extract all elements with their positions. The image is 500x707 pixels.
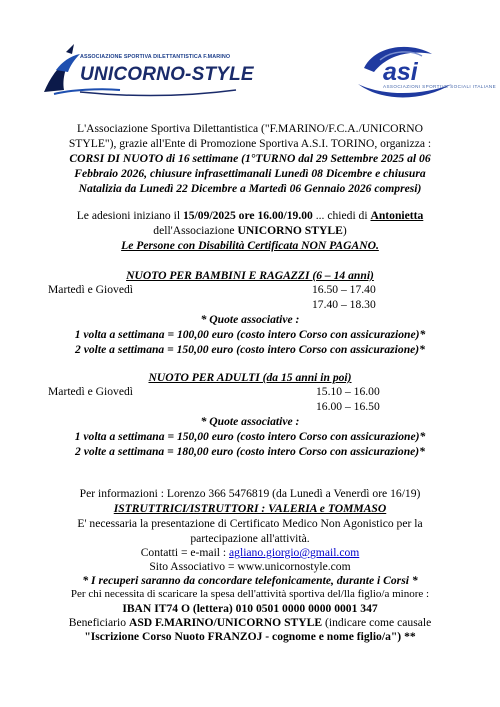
tax-deduction-line: Per chi necessita di scaricare la spesa dell'attività sportiva del/lla figlio/a minore :	[70, 588, 430, 600]
intro-course-line-3: Natalizia da Lunedì 22 Dicembre a Martedì 06 Gennaio 2026 compresi)	[78, 182, 422, 195]
intro-course-line-1: CORSI DI NUOTO di 16 settimane (1°TURNO dal 29 Settembre 2025 al 06	[69, 152, 431, 165]
beneficiary-suffix: (indicare come causale	[322, 616, 432, 629]
signup-line-1	[20, 208, 480, 223]
adults-days: Martedì e Giovedì	[48, 385, 133, 398]
medical-cert-line-2: partecipazione all'attività.	[190, 532, 310, 545]
kids-days: Martedì e Giovedì	[48, 283, 133, 296]
signup-prefix: Le adesioni iniziano il	[76, 209, 183, 222]
signup-line2-suffix: )	[342, 224, 347, 237]
signup-middle: ... chiedi di	[312, 209, 371, 222]
club-logo-subtitle: ASSOCIAZIONE SPORTIVA DILETTANTISTICA F.MARINO	[80, 54, 231, 60]
disability-notice: Le Persone con Disabilità Certificata NON PAGANO.	[121, 239, 379, 252]
kids-time-2: 17.40 – 18.30	[312, 298, 376, 311]
adults-section-title: NUOTO PER ADULTI (da 15 anni in poi)	[148, 371, 352, 384]
kids-section-title: NUOTO PER BAMBINI E RAGAZZI (6 – 14 anni)	[126, 269, 374, 282]
adults-time-1: 15.10 – 16.00	[316, 385, 380, 398]
intro-line-1: L'Associazione Sportiva Dilettantistica ("F.MARINO/F.C.A./UNICORNO	[77, 122, 423, 135]
beneficiary-name: ASD F.MARINO/UNICORNO STYLE	[128, 616, 323, 629]
signup-line-2	[20, 223, 480, 238]
info-phone-line: Per informazioni : Lorenzo 366 5476819 (da Lunedì a Venerdì ore 16/19)	[79, 487, 421, 500]
intro-course-line-2: Febbraio 2026, chiusure infrasettimanali Lunedì 08 Dicembre e chiusura	[74, 167, 426, 180]
signup-date-time: 15/09/2025 ore 16.00/19.00	[182, 209, 313, 222]
kids-fees-title: * Quote associative :	[200, 313, 300, 326]
contacts-line	[20, 545, 480, 560]
asi-logo-subtitle: ASSOCIAZIONI SPORTIVE SOCIALI ITALIANE	[383, 84, 497, 89]
instructors-line: ISTRUTTRICI/ISTRUTTORI : VALERIA e TOMMASO	[113, 502, 387, 515]
adults-fee-1: 1 volta a settimana = 150,00 euro (costo intero Corso con assicurazione)*	[74, 430, 426, 443]
beneficiary-prefix: Beneficiario	[68, 616, 129, 629]
adults-fee-2: 2 volte a settimana = 180,00 euro (costo intero Corso con assicurazione)*	[75, 445, 425, 458]
medical-cert-line-1: E' necessaria la presentazione di Certificato Medico Non Agonistico per la	[77, 517, 423, 530]
adults-time-2: 16.00 – 16.50	[316, 400, 380, 413]
kids-time-1: 16.50 – 17.40	[312, 283, 376, 296]
signup-association: UNICORNO STYLE	[237, 224, 343, 237]
website-line: Sito Associativo = www.unicornostyle.com	[149, 560, 351, 573]
intro-line-2: STYLE"), grazie all'Ente di Promozione Sportiva A.S.I. TORINO, organizza :	[68, 137, 432, 150]
kids-fee-2: 2 volte a settimana = 150,00 euro (costo intero Corso con assicurazione)*	[75, 343, 425, 356]
asi-logo-text: asi	[383, 58, 418, 86]
iban-line: IBAN IT74 O (lettera) 010 0501 0000 0000 0001 347	[122, 602, 378, 615]
signup-contact-name: Antonietta	[370, 209, 424, 222]
beneficiary-line	[20, 615, 480, 630]
signup-line2-prefix: dell'Associazione	[153, 224, 238, 237]
email-link[interactable]: agliano.giorgio@gmail.com	[229, 546, 360, 559]
payment-causale: "Iscrizione Corso Nuoto FRANZOJ - cognome e nome figlio/a") **	[84, 630, 416, 643]
recovery-notice: * I recuperi saranno da concordare telefonicamente, durante i Corsi *	[82, 574, 418, 587]
adults-fees-title: * Quote associative :	[200, 415, 300, 428]
club-logo-name: UNICORNO-STYLE	[80, 64, 254, 85]
contacts-prefix: Contatti = e-mail :	[140, 546, 230, 559]
kids-fee-1: 1 volta a settimana = 100,00 euro (costo intero Corso con assicurazione)*	[74, 328, 426, 341]
